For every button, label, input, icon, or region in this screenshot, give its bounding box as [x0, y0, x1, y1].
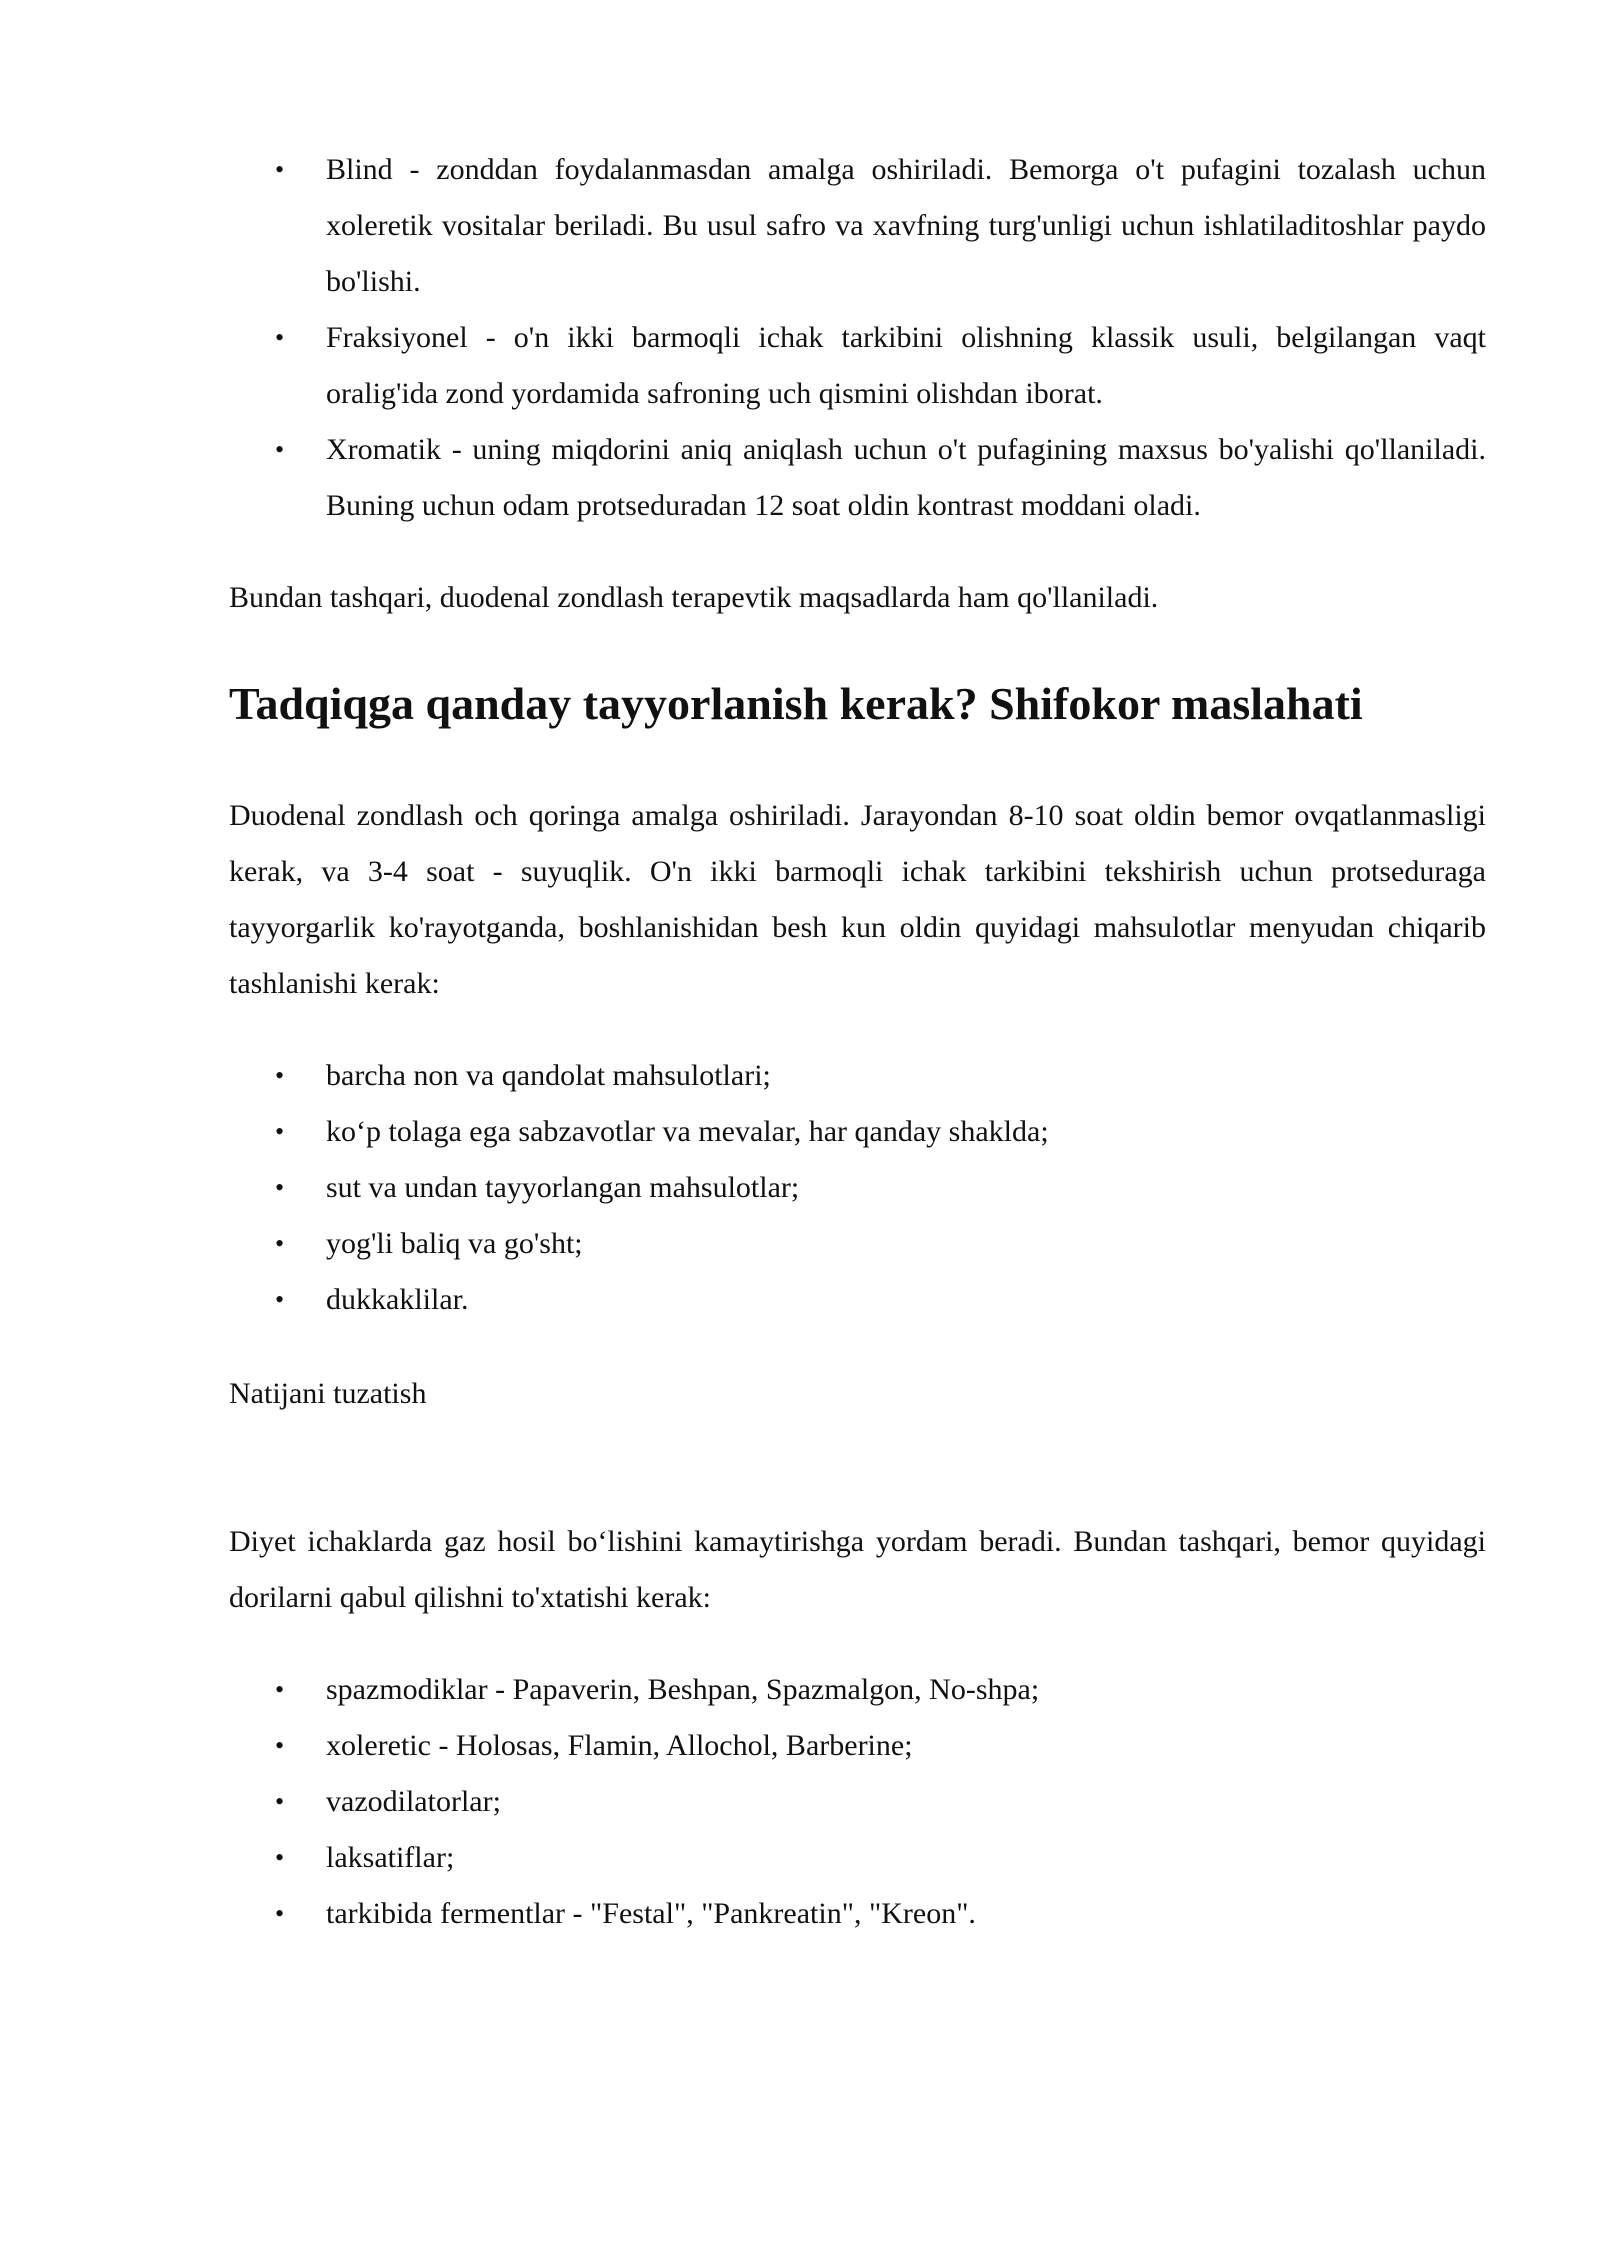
list-item-text: Fraksiyonel - o'n ikki barmoqli ichak tarkibini olishning klassik usuli, belgilangan vaqt oralig'ida zond yordamida safroning uch qismini olishdan iborat.: [326, 321, 1486, 410]
bullet-icon: •: [275, 323, 285, 352]
list-item-text: ko‘p tolaga ega sabzavotlar va mevalar, har qanday shaklda;: [326, 1115, 1049, 1148]
list-item-text: barcha non va qandolat mahsulotlari;: [326, 1059, 771, 1092]
bullet-icon: •: [275, 1675, 285, 1704]
bullet-icon: •: [275, 435, 285, 464]
section-heading: Tadqiqga qanday tayyorlanish kerak? Shifokor maslahati: [229, 678, 1363, 729]
list-item: [229, 310, 1486, 422]
list-item-text: tarkibida fermentlar - "Festal", "Pankreatin", "Kreon".: [326, 1897, 976, 1930]
list-item: [229, 1774, 1486, 1830]
list-item: [229, 1216, 1486, 1272]
bullet-icon: •: [275, 1843, 285, 1872]
paragraph-preparation: Duodenal zondlash och qoringa amalga oshiriladi. Jarayondan 8-10 soat oldin bemor ovqatlanmasligi kerak, va 3-4 soat - suyuqlik. O'n ikki barmoqli ichak tarkibini tekshirish uchun protseduraga tayyorgarlik ko'rayotganda, boshlanishidan besh kun oldin quyidagi mahsulotlar menyudan chiqarib tashlanishi kerak:: [229, 799, 1486, 1000]
list-item-text: vazodilatorlar;: [326, 1785, 501, 1818]
list-item: [229, 422, 1486, 534]
paragraph-result: Natijani tuzatish: [229, 1377, 427, 1410]
list-item-text: dukkaklilar.: [326, 1283, 469, 1316]
bullet-icon: •: [275, 1285, 285, 1314]
bullet-icon: •: [275, 155, 285, 184]
paragraph-therapeutic: Bundan tashqari, duodenal zondlash terapevtik maqsadlarda ham qo'llaniladi.: [229, 581, 1159, 614]
list-item: [229, 1662, 1486, 1718]
bullet-icon: •: [275, 1061, 285, 1090]
list-item-text: Xromatik - uning miqdorini aniq aniqlash uchun o't pufagining maxsus bo'yalishi qo'llaniladi. Buning uchun odam protseduradan 12 soat oldin kontrast moddani oladi.: [326, 433, 1486, 522]
document-page: [229, 142, 1486, 1942]
bullet-list-drugs: [229, 1662, 1486, 1942]
paragraph-diet: Diyet ichaklarda gaz hosil bo‘lishini kamaytirishga yordam beradi. Bundan tashqari, bemor quyidagi dorilarni qabul qilishni to'xtatishi kerak:: [229, 1525, 1486, 1614]
list-item: [229, 1104, 1486, 1160]
bullet-list-foods: [229, 1048, 1486, 1328]
list-item-text: spazmodiklar - Papaverin, Beshpan, Spazmalgon, No-shpa;: [326, 1673, 1040, 1706]
list-item-text: Blind - zonddan foydalanmasdan amalga oshiriladi. Bemorga o't pufagini tozalash uchun xoleretik vositalar beriladi. Bu usul safro va xavfning turg'unligi uchun ishlatiladitoshlar paydo bo'lishi.: [326, 153, 1486, 298]
list-item-text: sut va undan tayyorlangan mahsulotlar;: [326, 1171, 800, 1204]
bullet-icon: •: [275, 1229, 285, 1258]
bullet-list-methods: [229, 142, 1486, 534]
bullet-icon: •: [275, 1731, 285, 1760]
list-item-text: xoleretic - Holosas, Flamin, Allochol, Barberine;: [326, 1729, 913, 1762]
bullet-icon: •: [275, 1787, 285, 1816]
bullet-icon: •: [275, 1117, 285, 1146]
bullet-icon: •: [275, 1173, 285, 1202]
list-item: [229, 1886, 1486, 1942]
list-item: [229, 1048, 1486, 1104]
list-item-text: yog'li baliq va go'sht;: [326, 1227, 583, 1260]
list-item: [229, 1718, 1486, 1774]
bullet-icon: •: [275, 1899, 285, 1928]
list-item: [229, 142, 1486, 310]
list-item: [229, 1830, 1486, 1886]
list-item: [229, 1272, 1486, 1328]
list-item-text: laksatiflar;: [326, 1841, 455, 1874]
list-item: [229, 1160, 1486, 1216]
